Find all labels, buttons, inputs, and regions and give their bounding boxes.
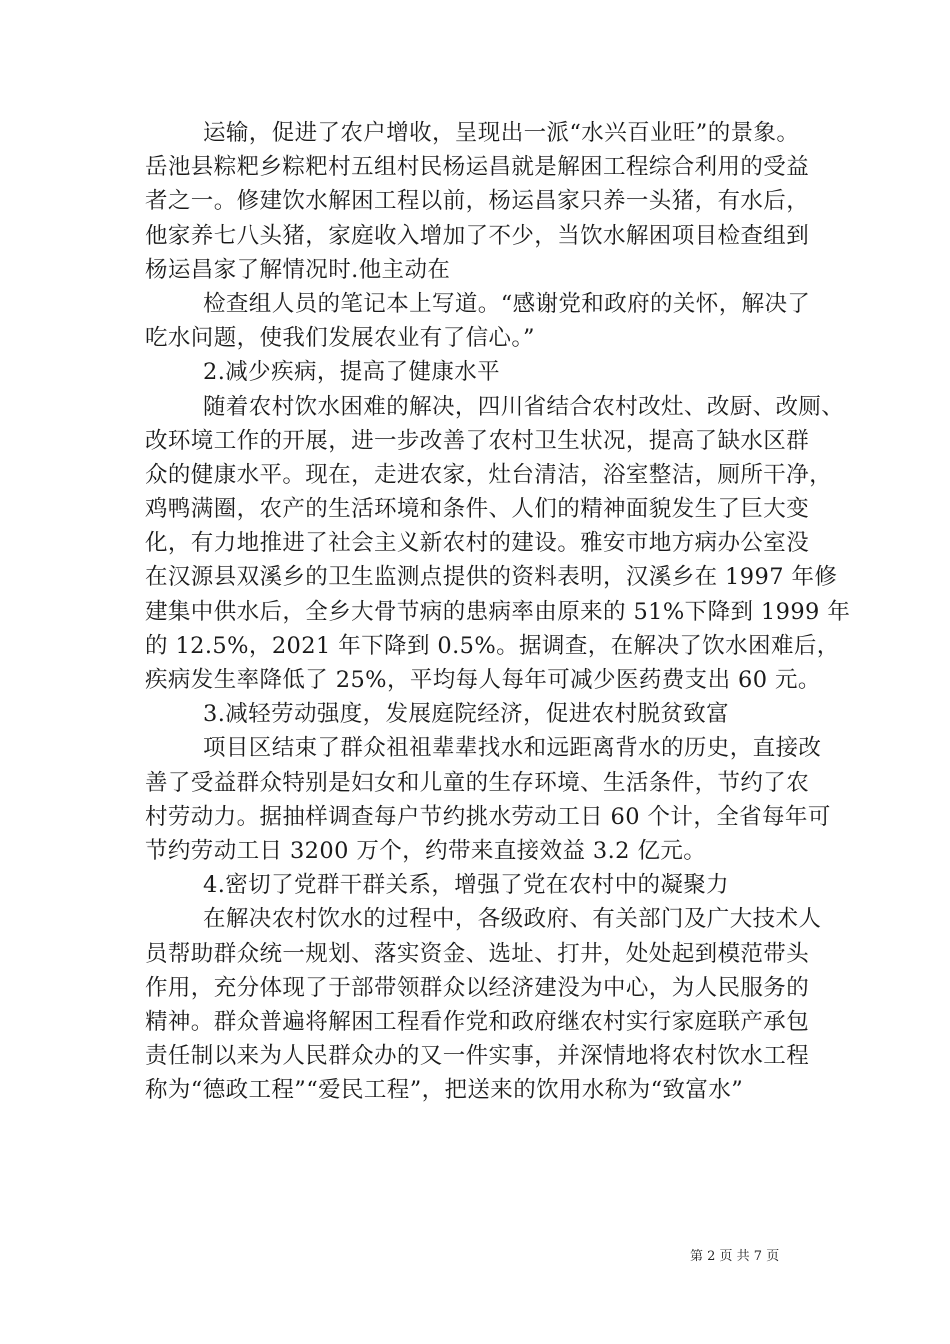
text-line: 项目区结束了群众祖祖辈辈找水和远距离背水的历史，直接改 xyxy=(203,735,822,762)
text-line: 者之一。修建饮水解困工程以前，杨运昌家只养一头猪，有水后， xyxy=(145,188,810,215)
text-line: 善了受益群众特别是妇女和儿童的生存环境、生活条件，节约了农 xyxy=(145,769,810,796)
text-line: 精神。群众普遍将解困工程看作党和政府继农村实行家庭联产承包 xyxy=(145,1008,810,1035)
text-line: 众的健康水平。现在，走进农家，灶台清洁，浴室整洁，厕所干净， xyxy=(145,461,833,488)
text-line: 运输，促进了农户增收，呈现出一派“水兴百业旺”的景象。 xyxy=(203,120,800,146)
text-line: 随着农村饮水困难的解决，四川省结合农村改灶、改厨、改厕、 xyxy=(203,393,845,420)
text-line: 作用，充分体现了于部带领群众以经济建没为中心，为人民服务的 xyxy=(145,974,810,1001)
text-line: 的 12.5%，2021 年下降到 0.5%。据调查，在解决了饮水困难后， xyxy=(145,632,840,659)
text-line: 化，有力地推进了社会主义新农村的建设。雅安市地方病办公室没 xyxy=(145,530,810,557)
text-line: 检查组人员的笔记本上写道。“感谢党和政府的关怀，解决了 xyxy=(203,290,811,317)
text-line: 称为“德政工程”“爱民工程”，把送来的饮用水称为“致富水” xyxy=(145,1077,744,1104)
text-line: 节约劳动工日 3200 万个，约带来直接效益 3.2 亿元。 xyxy=(145,837,707,864)
text-line: 疾病发生率降低了 25%，平均每人每年可减少医药费支出 60 元。 xyxy=(145,667,821,693)
text-line: 4.密切了党群干群关系，增强了党在农村中的凝聚力 xyxy=(203,872,730,899)
text-line: 村劳动力。据抽样调查每户节约挑水劳动工日 60 个计，全省每年可 xyxy=(145,803,831,830)
text-line: 责任制以来为人民群众办的又一件实事，并深情地将农村饮水工程 xyxy=(145,1043,810,1070)
text-line: 岳池县粽粑乡粽粑村五组村民杨运昌就是解困工程综合利用的受益 xyxy=(145,154,810,181)
text-line: 改环境工作的开展，进一步改善了农村卫生状况，提高了缺水区群 xyxy=(145,427,810,454)
text-line: 鸡鸭满圈，农产的生活环境和条件、人们的精神面貌发生了巨大变 xyxy=(145,496,810,523)
page-number: 第 2 页 共 7 页 xyxy=(690,1249,780,1264)
text-line: 建集中供水后，全乡大骨节病的患病率由原来的 51%下降到 1999 年 xyxy=(145,598,851,625)
text-line: 他家养七八头猪，家庭收入增加了不少，当饮水解困项目检查组到 xyxy=(145,222,810,249)
text-line: 员帮助群众统一规划、落实资金、选址、打井，处处起到模范带头 xyxy=(145,940,810,967)
text-line: 在汉源县双溪乡的卫生监测点提供的资料表明，汉溪乡在 1997 年修 xyxy=(145,564,838,591)
text-line: 杨运昌家了解情况时.他主动在 xyxy=(145,256,451,283)
text-line: 吃水问题，使我们发展农业有了信心。” xyxy=(145,325,535,352)
text-line: 在解决农村饮水的过程中，各级政府、有关部门及广大技术人 xyxy=(203,906,822,933)
text-line: 2.减少疾病，提高了健康水平 xyxy=(203,359,501,386)
text-line: 3.减轻劳动强度，发展庭院经济，促进农村脱贫致富 xyxy=(203,701,730,728)
document-body xyxy=(145,116,851,1107)
